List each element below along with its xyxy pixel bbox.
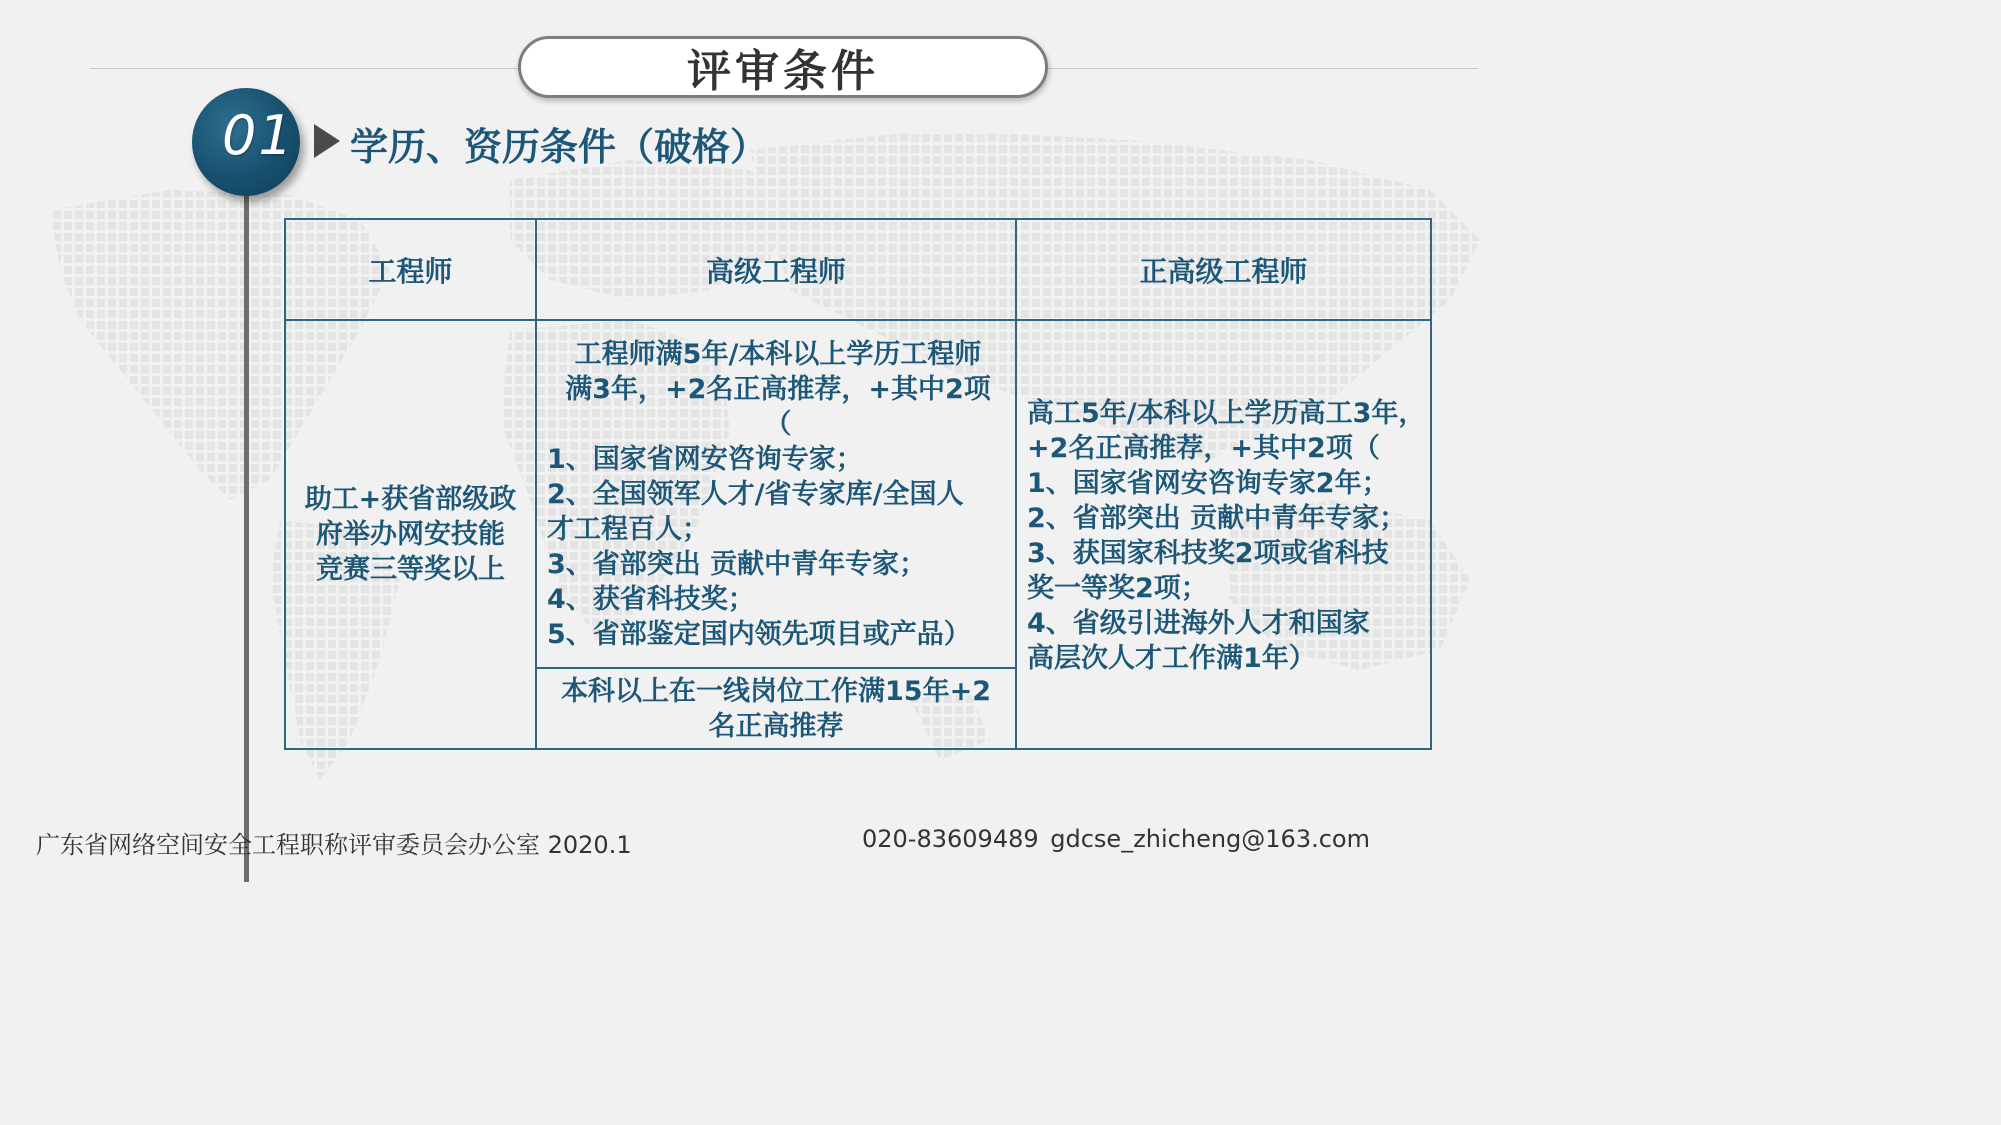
header-engineer: 工程师 bbox=[368, 254, 453, 288]
section-title: 学历、资历条件（破格） bbox=[350, 125, 769, 169]
senior-line: 工程师满5年/本科以上学历工程师 bbox=[574, 339, 982, 370]
professor-line: 1、国家省网安咨询专家2年； bbox=[1027, 468, 1389, 499]
senior-alt-line: 本科以上在一线岗位工作满15年+2 bbox=[561, 675, 991, 707]
engineer-criteria bbox=[286, 321, 535, 748]
slide-title: 评审条件 bbox=[687, 46, 879, 97]
senior-criteria bbox=[547, 337, 1009, 663]
title-rule-right bbox=[1048, 68, 1478, 69]
professor-criteria bbox=[1027, 396, 1430, 696]
footer-organization: 广东省网络空间安全工程职称评审委员会办公室 2020.1 bbox=[36, 831, 632, 859]
senior-line: 1、国家省网安咨询专家； bbox=[547, 444, 863, 475]
footer-contact: 020-83609489 gdcse_zhicheng@163.com bbox=[862, 825, 1370, 853]
senior-line: 满3年，+2名正高推荐，+其中2项 bbox=[565, 374, 991, 405]
senior-line: （ bbox=[764, 409, 792, 440]
professor-line: 奖一等奖2项； bbox=[1027, 573, 1208, 604]
slide-title-box bbox=[518, 36, 1048, 98]
professor-line: 高层次人才工作满1年） bbox=[1027, 643, 1316, 674]
senior-line: 才工程百人； bbox=[547, 514, 709, 545]
senior-line: 3、省部突出 贡献中青年专家； bbox=[547, 549, 927, 580]
senior-line: 4、获省科技奖； bbox=[547, 584, 755, 615]
timeline-line bbox=[244, 150, 249, 882]
engineer-line: 府举办网安技能 bbox=[316, 519, 505, 550]
section-number: 01 bbox=[222, 104, 295, 167]
senior-alt-criteria bbox=[537, 669, 1015, 748]
criteria-table bbox=[284, 218, 1432, 750]
title-rule-left bbox=[90, 68, 520, 69]
professor-line: 3、获国家科技奖2项或省科技 bbox=[1027, 538, 1389, 569]
senior-line: 2、全国领军人才/省专家库/全国人 bbox=[547, 479, 964, 510]
engineer-line: 竞赛三等奖以上 bbox=[316, 554, 505, 585]
professor-line: 4、省级引进海外人才和国家 bbox=[1027, 608, 1370, 639]
header-senior-engineer: 高级工程师 bbox=[705, 254, 846, 288]
header-professor-engineer: 正高级工程师 bbox=[1139, 254, 1308, 288]
senior-line: 5、省部鉴定国内领先项目或产品） bbox=[547, 619, 971, 650]
play-arrow-icon bbox=[314, 124, 340, 158]
professor-line: +2名正高推荐，+其中2项（ bbox=[1027, 433, 1380, 464]
professor-line: 高工5年/本科以上学历高工3年， bbox=[1027, 398, 1426, 429]
engineer-line: 助工+获省部级政 bbox=[304, 484, 517, 515]
professor-line: 2、省部突出 贡献中青年专家； bbox=[1027, 503, 1407, 534]
senior-alt-line: 名正高推荐 bbox=[708, 710, 844, 742]
